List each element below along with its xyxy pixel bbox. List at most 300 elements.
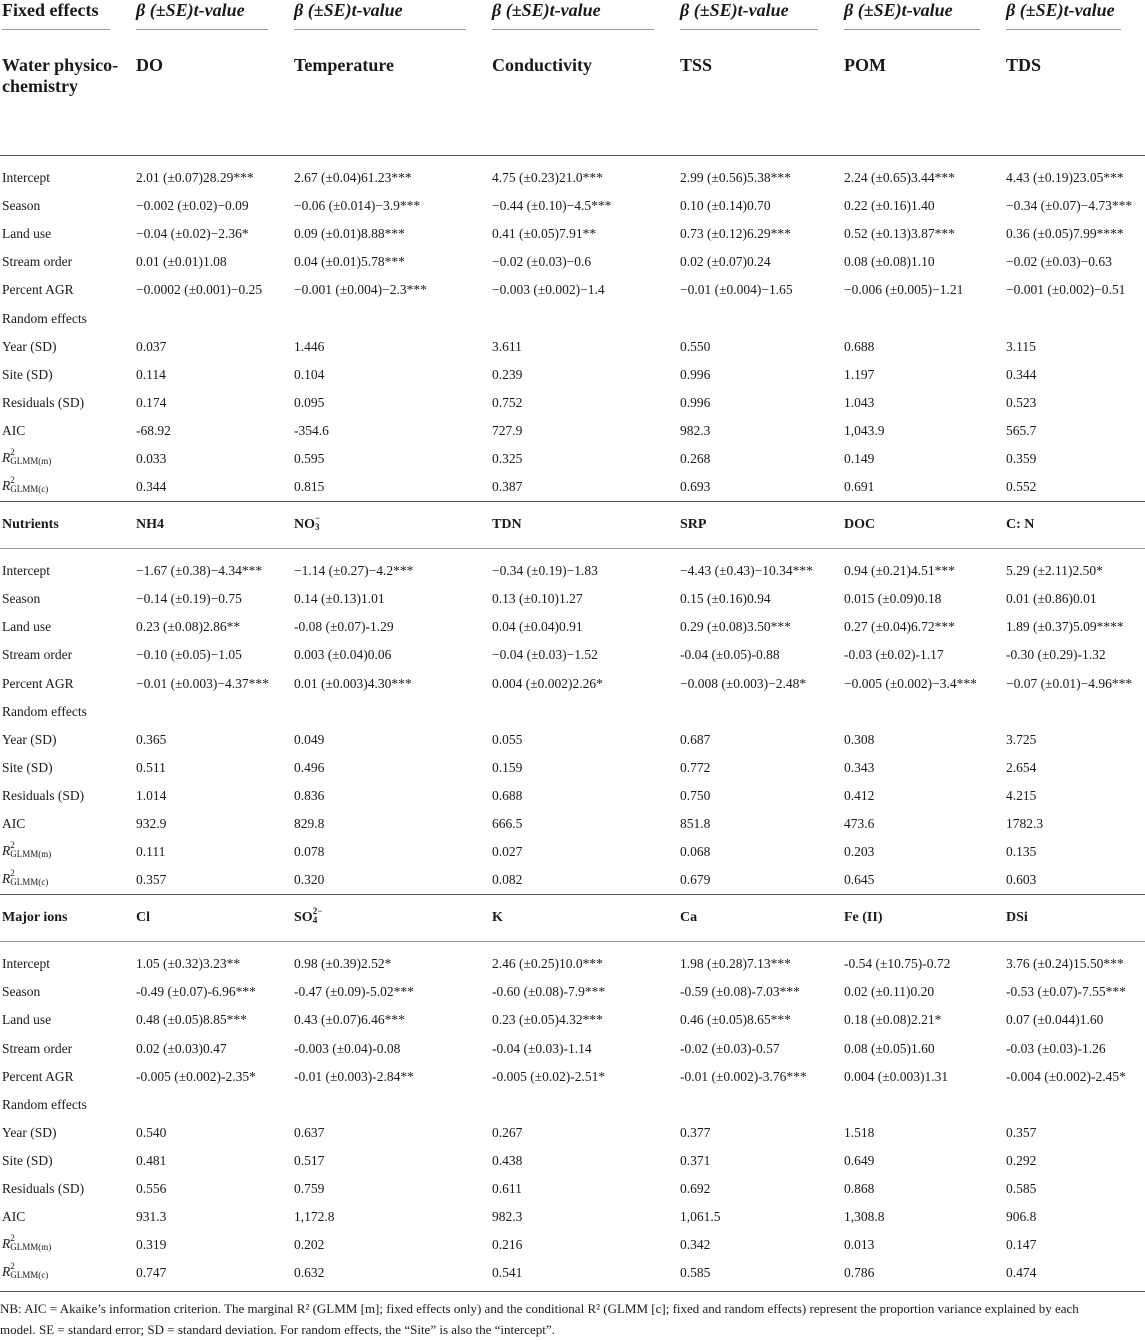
row-label: Site (SD): [2, 759, 53, 775]
table-row: [0, 1231, 1145, 1259]
table-cell: 0.027: [492, 844, 523, 860]
table-cell: 1,061.5: [680, 1209, 721, 1225]
table-cell: 0.04 (±0.04)0.91: [492, 619, 583, 635]
row-label: Season: [2, 591, 41, 607]
table-cell: 0.41 (±0.05)7.91**: [492, 226, 597, 242]
table-cell: 0.13 (±0.10)1.27: [492, 591, 583, 607]
table-cell: −0.04 (±0.03)−1.52: [492, 647, 598, 663]
table-cell: −0.02 (±0.03)−0.63: [1006, 254, 1112, 270]
table-cell: -0.30 (±0.29)-1.32: [1006, 647, 1106, 663]
variable-header: TSS: [680, 55, 713, 75]
table-cell: 0.08 (±0.05)1.60: [844, 1040, 935, 1056]
row-label: Season: [2, 198, 41, 214]
table-cell: 0.203: [844, 844, 875, 860]
table-cell: 0.23 (±0.08)2.86**: [136, 619, 241, 635]
table-cell: 0.04 (±0.01)5.78***: [294, 254, 405, 270]
table-cell: 0.94 (±0.21)4.51***: [844, 563, 955, 579]
row-label: Site (SD): [2, 366, 53, 382]
table-cell: 0.511: [136, 759, 166, 775]
table-cell: 1.98 (±0.28)7.13***: [680, 956, 791, 972]
table-cell: 0.239: [492, 366, 523, 382]
header-col-2: β (±SE)t-value: [292, 0, 490, 36]
table-row: [0, 248, 1145, 276]
row-label: Stream order: [2, 1040, 73, 1056]
table-cell: 3.611: [492, 338, 522, 354]
section-title: Major ions: [0, 895, 134, 942]
table-cell: 0.585: [680, 1265, 711, 1281]
table-cell: 666.5: [492, 816, 523, 832]
table-cell: -0.53 (±0.07)-7.55***: [1006, 984, 1126, 1000]
table-cell: 0.98 (±0.39)2.52*: [294, 956, 392, 972]
table-cell: -0.005 (±0.002)-2.35*: [136, 1068, 256, 1084]
table-row: [0, 1203, 1145, 1231]
table-cell: −0.34 (±0.07)−4.73***: [1006, 198, 1133, 214]
table-cell: 0.004 (±0.002)2.26*: [492, 675, 603, 691]
table-cell: 0.815: [294, 479, 325, 495]
table-cell: 0.52 (±0.13)3.87***: [844, 226, 955, 242]
table-cell: [134, 304, 292, 332]
table-cell: [678, 698, 842, 726]
variable-header: POM: [844, 55, 886, 75]
table-cell: 1782.3: [1006, 816, 1044, 832]
row-label: R 2 GLMM(m): [2, 446, 52, 466]
row-label: Random effects: [2, 310, 87, 326]
table-cell: −0.07 (±0.01)−4.96***: [1006, 675, 1133, 691]
table-cell: 0.078: [294, 844, 325, 860]
table-cell: 1,043.9: [844, 422, 885, 438]
table-row: [0, 1119, 1145, 1147]
table-cell: 1.446: [294, 338, 325, 354]
row-label: Random effects: [2, 1096, 87, 1112]
table-row: [0, 585, 1145, 613]
table-row: [0, 698, 1145, 726]
table-cell: 0.36 (±0.05)7.99****: [1006, 226, 1124, 242]
table-cell: [1004, 1091, 1145, 1119]
variable-header: TDN: [490, 502, 678, 549]
table-cell: 0.371: [680, 1152, 711, 1168]
table-cell: −0.006 (±0.005)−1.21: [844, 282, 964, 298]
table-cell: 1.89 (±0.37)5.09****: [1006, 619, 1124, 635]
table-cell: 0.679: [680, 872, 711, 888]
row-label: Year (SD): [2, 1124, 57, 1140]
table-row: [0, 445, 1145, 473]
variable-header: Temperature: [294, 55, 394, 75]
table-cell: [292, 698, 490, 726]
table-cell: 0.149: [844, 450, 875, 466]
table-cell: 0.556: [136, 1181, 167, 1197]
row-label: AIC: [2, 1209, 26, 1225]
table-cell: 0.481: [136, 1152, 167, 1168]
variable-header: SO 2− 4: [292, 895, 490, 942]
table-cell: 0.687: [680, 731, 711, 747]
table-cell: 0.996: [680, 394, 711, 410]
section-header-row: [0, 36, 1145, 156]
table-cell: -0.49 (±0.07)-6.96***: [136, 984, 256, 1000]
table-cell: 4.75 (±0.23)21.0***: [492, 170, 603, 186]
table-cell: 0.637: [294, 1124, 325, 1140]
table-cell: 0.216: [492, 1237, 523, 1253]
variable-header: Cl: [134, 895, 292, 942]
table-cell: −0.01 (±0.004)−1.65: [680, 282, 793, 298]
table-cell: 906.8: [1006, 1209, 1037, 1225]
table-cell: 0.23 (±0.05)4.32***: [492, 1012, 603, 1028]
table-cell: 0.438: [492, 1152, 523, 1168]
table-cell: 5.29 (±2.11)2.50*: [1006, 563, 1103, 579]
table-cell: 0.292: [1006, 1152, 1037, 1168]
table-cell: 1.518: [844, 1124, 875, 1140]
row-label: Intercept: [2, 956, 50, 972]
section-header-row: [0, 895, 1145, 942]
table-row: [0, 726, 1145, 754]
table-row: [0, 304, 1145, 332]
table-row: [0, 276, 1145, 304]
table-cell: -0.04 (±0.03)-1.14: [492, 1040, 592, 1056]
table-cell: 0.692: [680, 1181, 711, 1197]
variable-header: SRP: [678, 502, 842, 549]
table-cell: 0.552: [1006, 479, 1037, 495]
table-cell: 4.43 (±0.19)23.05***: [1006, 170, 1124, 186]
row-label: Land use: [2, 226, 52, 242]
table-cell: [490, 304, 678, 332]
table-cell: 1.014: [136, 787, 167, 803]
section-title: Water physico-chemistry: [2, 55, 119, 96]
table-cell: -0.02 (±0.03)-0.57: [680, 1040, 780, 1056]
header-col-4: β (±SE)t-value: [678, 0, 842, 36]
table-cell: −0.14 (±0.19)−0.75: [136, 591, 242, 607]
table-row: [0, 557, 1145, 585]
row-label: Intercept: [2, 170, 50, 186]
table-cell: −0.02 (±0.03)−0.6: [492, 254, 592, 270]
table-row: [0, 164, 1145, 192]
table-cell: 0.104: [294, 366, 325, 382]
header-fixed-effects: Fixed effects: [0, 0, 134, 36]
table-row: [0, 1259, 1145, 1287]
table-cell: -0.59 (±0.08)-7.03***: [680, 984, 800, 1000]
table-cell: 0.159: [492, 759, 523, 775]
table-row: [0, 1175, 1145, 1203]
table-cell: −0.04 (±0.02)−2.36*: [136, 226, 249, 242]
table-row: [0, 754, 1145, 782]
table-cell: -0.03 (±0.03)-1.26: [1006, 1040, 1106, 1056]
table-cell: −0.0002 (±0.001)−0.25: [136, 282, 263, 298]
table-cell: 0.18 (±0.08)2.21*: [844, 1012, 942, 1028]
table-cell: −4.43 (±0.43)−10.34***: [680, 563, 813, 579]
table-cell: 0.14 (±0.13)1.01: [294, 591, 385, 607]
table-cell: 0.003 (±0.04)0.06: [294, 647, 392, 663]
row-label: Land use: [2, 619, 52, 635]
table-cell: −0.44 (±0.10)−4.5***: [492, 198, 612, 214]
table-cell: -0.003 (±0.04)-0.08: [294, 1040, 401, 1056]
table-cell: 0.550: [680, 338, 711, 354]
table-cell: -0.04 (±0.05)-0.88: [680, 647, 780, 663]
row-label: AIC: [2, 422, 26, 438]
table-cell: −0.002 (±0.02)−0.09: [136, 198, 249, 214]
table-row: [0, 473, 1145, 502]
table-row: [0, 866, 1145, 895]
table-cell: 0.496: [294, 759, 325, 775]
table-cell: 0.02 (±0.11)0.20: [844, 984, 935, 1000]
table-cell: 0.585: [1006, 1181, 1037, 1197]
table-cell: 0.095: [294, 394, 325, 410]
row-label: Year (SD): [2, 338, 57, 354]
row-label: R 2 GLMM(m): [2, 1233, 52, 1253]
table-cell: 0.308: [844, 731, 875, 747]
header-row: [0, 0, 1145, 36]
table-cell: [678, 1091, 842, 1119]
table-row: [0, 782, 1145, 810]
table-cell: [134, 1091, 292, 1119]
table-cell: 0.319: [136, 1237, 167, 1253]
table-cell: 0.013: [844, 1237, 875, 1253]
spacer-row: [0, 156, 1145, 165]
table-cell: 0.48 (±0.05)8.85***: [136, 1012, 247, 1028]
table-cell: 0.357: [136, 872, 167, 888]
table-cell: 0.02 (±0.03)0.47: [136, 1040, 227, 1056]
table-cell: 0.595: [294, 450, 325, 466]
variable-header: NH4: [134, 502, 292, 549]
table-cell: 0.08 (±0.08)1.10: [844, 254, 935, 270]
table-cell: [134, 698, 292, 726]
table-cell: 1.043: [844, 394, 875, 410]
row-label: Residuals (SD): [2, 787, 85, 803]
table-cell: −0.34 (±0.19)−1.83: [492, 563, 598, 579]
table-cell: 0.541: [492, 1265, 523, 1281]
table-cell: 0.037: [136, 338, 167, 354]
table-cell: -354.6: [294, 422, 329, 438]
table-cell: 0.46 (±0.05)8.65***: [680, 1012, 791, 1028]
table-cell: [490, 1091, 678, 1119]
table-cell: 0.09 (±0.01)8.88***: [294, 226, 405, 242]
table-cell: 2.24 (±0.65)3.44***: [844, 170, 955, 186]
table-cell: -0.47 (±0.09)-5.02***: [294, 984, 414, 1000]
table-cell: 0.786: [844, 1265, 875, 1281]
table-cell: 0.202: [294, 1237, 325, 1253]
table-cell: 565.7: [1006, 422, 1037, 438]
table-cell: −0.001 (±0.004)−2.3***: [294, 282, 427, 298]
table-cell: 0.174: [136, 394, 167, 410]
table-cell: 0.033: [136, 450, 167, 466]
table-cell: 0.43 (±0.07)6.46***: [294, 1012, 405, 1028]
section-header-row: [0, 502, 1145, 549]
table-cell: 0.10 (±0.14)0.70: [680, 198, 771, 214]
table-cell: 0.688: [492, 787, 523, 803]
table-cell: 2.67 (±0.04)61.23***: [294, 170, 412, 186]
section-title: Nutrients: [0, 502, 134, 549]
table-row: [0, 670, 1145, 698]
table-cell: -0.005 (±0.02)-2.51*: [492, 1068, 606, 1084]
table-cell: 0.015 (±0.09)0.18: [844, 591, 942, 607]
row-label: Site (SD): [2, 1152, 53, 1168]
table-cell: 1,308.8: [844, 1209, 885, 1225]
row-label: R 2 GLMM(m): [2, 840, 52, 860]
table-cell: 0.632: [294, 1265, 325, 1281]
table-cell: 0.268: [680, 450, 711, 466]
table-cell: [1004, 304, 1145, 332]
variable-header: NO − 3: [292, 502, 490, 549]
table-cell: 0.02 (±0.07)0.24: [680, 254, 771, 270]
table-row: [0, 192, 1145, 220]
table-cell: 0.645: [844, 872, 875, 888]
variable-header: DSi: [1004, 895, 1145, 942]
row-label: Residuals (SD): [2, 1181, 85, 1197]
table-cell: 3.115: [1006, 338, 1036, 354]
table-cell: 0.344: [136, 479, 167, 495]
table-cell: 0.147: [1006, 1237, 1037, 1253]
table-cell: 0.01 (±0.86)0.01: [1006, 591, 1097, 607]
table-row: [0, 641, 1145, 669]
row-label: Intercept: [2, 563, 50, 579]
table-cell: 0.412: [844, 787, 875, 803]
table-cell: 0.004 (±0.003)1.31: [844, 1068, 949, 1084]
row-label: Percent AGR: [2, 1068, 74, 1084]
table-cell: 0.387: [492, 479, 523, 495]
table-cell: 0.377: [680, 1124, 711, 1140]
table-row: [0, 361, 1145, 389]
table-cell: 3.725: [1006, 731, 1037, 747]
row-label: AIC: [2, 816, 26, 832]
table-cell: [842, 698, 1004, 726]
table-cell: 851.8: [680, 816, 711, 832]
header-col-6: β (±SE)t-value: [1004, 0, 1145, 36]
variable-header: DOC: [842, 502, 1004, 549]
row-label: Random effects: [2, 703, 87, 719]
table-cell: −1.67 (±0.38)−4.34***: [136, 563, 263, 579]
table-cell: 1,172.8: [294, 1209, 335, 1225]
row-label: Residuals (SD): [2, 394, 85, 410]
table-cell: 0.693: [680, 479, 711, 495]
table-cell: 727.9: [492, 422, 523, 438]
table-cell: −1.14 (±0.27)−4.2***: [294, 563, 414, 579]
row-label: Season: [2, 984, 41, 1000]
variable-header: Fe (II): [842, 895, 1004, 942]
table-row: [0, 220, 1145, 248]
table-cell: [292, 1091, 490, 1119]
table-cell: 0.365: [136, 731, 167, 747]
table-cell: 0.320: [294, 872, 325, 888]
table-cell: 0.836: [294, 787, 325, 803]
header-col-1: β (±SE)t-value: [134, 0, 292, 36]
table-cell: 0.517: [294, 1152, 325, 1168]
table-cell: 1.197: [844, 366, 875, 382]
table-cell: 982.3: [680, 422, 711, 438]
row-label: Stream order: [2, 254, 73, 270]
table-cell: 0.759: [294, 1181, 325, 1197]
footnote-text: NB: AIC = Akaike’s information criterion. The marginal R² (GLMM [m]; fixed effects only) and the conditional R² (GLMM [c]; fixed and random effects) represent the proportion variance explained by each model. SE = standard error; SD = standard deviation. For random effects, the “Site” is also the “intercept”.: [0, 1301, 1079, 1338]
table-cell: 2.01 (±0.07)28.29***: [136, 170, 254, 186]
row-label: Year (SD): [2, 731, 57, 747]
table-row: [0, 810, 1145, 838]
row-label: Stream order: [2, 647, 73, 663]
table-cell: −0.008 (±0.003)−2.48*: [680, 675, 807, 691]
table-cell: 0.135: [1006, 844, 1037, 860]
table-row: [0, 1035, 1145, 1063]
table-row: [0, 1006, 1145, 1034]
table-cell: 0.07 (±0.044)1.60: [1006, 1012, 1104, 1028]
table-row: [0, 417, 1145, 445]
table-cell: [490, 698, 678, 726]
table-row: [0, 1091, 1145, 1119]
table-cell: -68.92: [136, 422, 171, 438]
table-cell: 4.215: [1006, 787, 1037, 803]
table-cell: [842, 304, 1004, 332]
table-cell: -0.004 (±0.002)-2.45*: [1006, 1068, 1126, 1084]
table-cell: 0.111: [136, 844, 166, 860]
table-cell: 473.6: [844, 816, 875, 832]
table-cell: 0.540: [136, 1124, 167, 1140]
table-cell: 1.05 (±0.32)3.23**: [136, 956, 241, 972]
table-cell: 0.267: [492, 1124, 523, 1140]
table-cell: 829.8: [294, 816, 325, 832]
table-cell: 0.114: [136, 366, 166, 382]
table-cell: 0.747: [136, 1265, 167, 1281]
variable-header: Conductivity: [492, 55, 593, 75]
table-cell: −0.01 (±0.003)−4.37***: [136, 675, 269, 691]
table-row: [0, 838, 1145, 866]
variable-header: DO: [136, 55, 163, 75]
table-cell: 0.049: [294, 731, 325, 747]
table-cell: −0.003 (±0.002)−1.4: [492, 282, 605, 298]
variable-header: C: N: [1004, 502, 1145, 549]
row-label: R 2 GLMM(c): [2, 475, 49, 495]
table-cell: −0.10 (±0.05)−1.05: [136, 647, 242, 663]
table-cell: -0.54 (±10.75)-0.72: [844, 956, 951, 972]
table-cell: -0.01 (±0.003)-2.84**: [294, 1068, 414, 1084]
table-cell: 0.649: [844, 1152, 875, 1168]
table-cell: −0.06 (±0.014)−3.9***: [294, 198, 421, 214]
table-cell: 0.344: [1006, 366, 1037, 382]
table-cell: −0.001 (±0.002)−0.51: [1006, 282, 1126, 298]
table-cell: 0.01 (±0.003)4.30***: [294, 675, 412, 691]
table-cell: 0.691: [844, 479, 875, 495]
table-cell: 931.3: [136, 1209, 167, 1225]
row-label: Percent AGR: [2, 675, 74, 691]
variable-header: K: [490, 895, 678, 942]
table-cell: 0.29 (±0.08)3.50***: [680, 619, 791, 635]
table-cell: 0.343: [844, 759, 875, 775]
table-cell: 2.99 (±0.56)5.38***: [680, 170, 791, 186]
table-cell: 0.01 (±0.01)1.08: [136, 254, 227, 270]
table-cell: 0.868: [844, 1181, 875, 1197]
table-cell: 0.055: [492, 731, 523, 747]
spacer-row: [0, 942, 1145, 951]
table-row: [0, 389, 1145, 417]
table-cell: -0.01 (±0.002)-3.76***: [680, 1068, 807, 1084]
table-cell: 0.22 (±0.16)1.40: [844, 198, 935, 214]
variable-header: Ca: [678, 895, 842, 942]
row-label: Land use: [2, 1012, 52, 1028]
table-cell: 0.082: [492, 872, 523, 888]
table-cell: -0.60 (±0.08)-7.9***: [492, 984, 606, 1000]
table-cell: 0.523: [1006, 394, 1037, 410]
row-label: R 2 GLMM(c): [2, 1261, 49, 1281]
table-row: [0, 950, 1145, 978]
table-cell: 932.9: [136, 816, 167, 832]
table-cell: 0.474: [1006, 1265, 1037, 1281]
spacer-row: [0, 549, 1145, 558]
table-cell: 0.996: [680, 366, 711, 382]
variable-header: TDS: [1006, 55, 1042, 75]
table-cell: [842, 1091, 1004, 1119]
table-cell: 0.357: [1006, 1124, 1037, 1140]
table-cell: 0.752: [492, 394, 523, 410]
table-cell: 0.359: [1006, 450, 1037, 466]
table-row: [0, 1147, 1145, 1175]
table-row: [0, 1063, 1145, 1091]
table-cell: 0.611: [492, 1181, 522, 1197]
table-cell: 0.325: [492, 450, 523, 466]
table-cell: 982.3: [492, 1209, 523, 1225]
table-row: [0, 333, 1145, 361]
